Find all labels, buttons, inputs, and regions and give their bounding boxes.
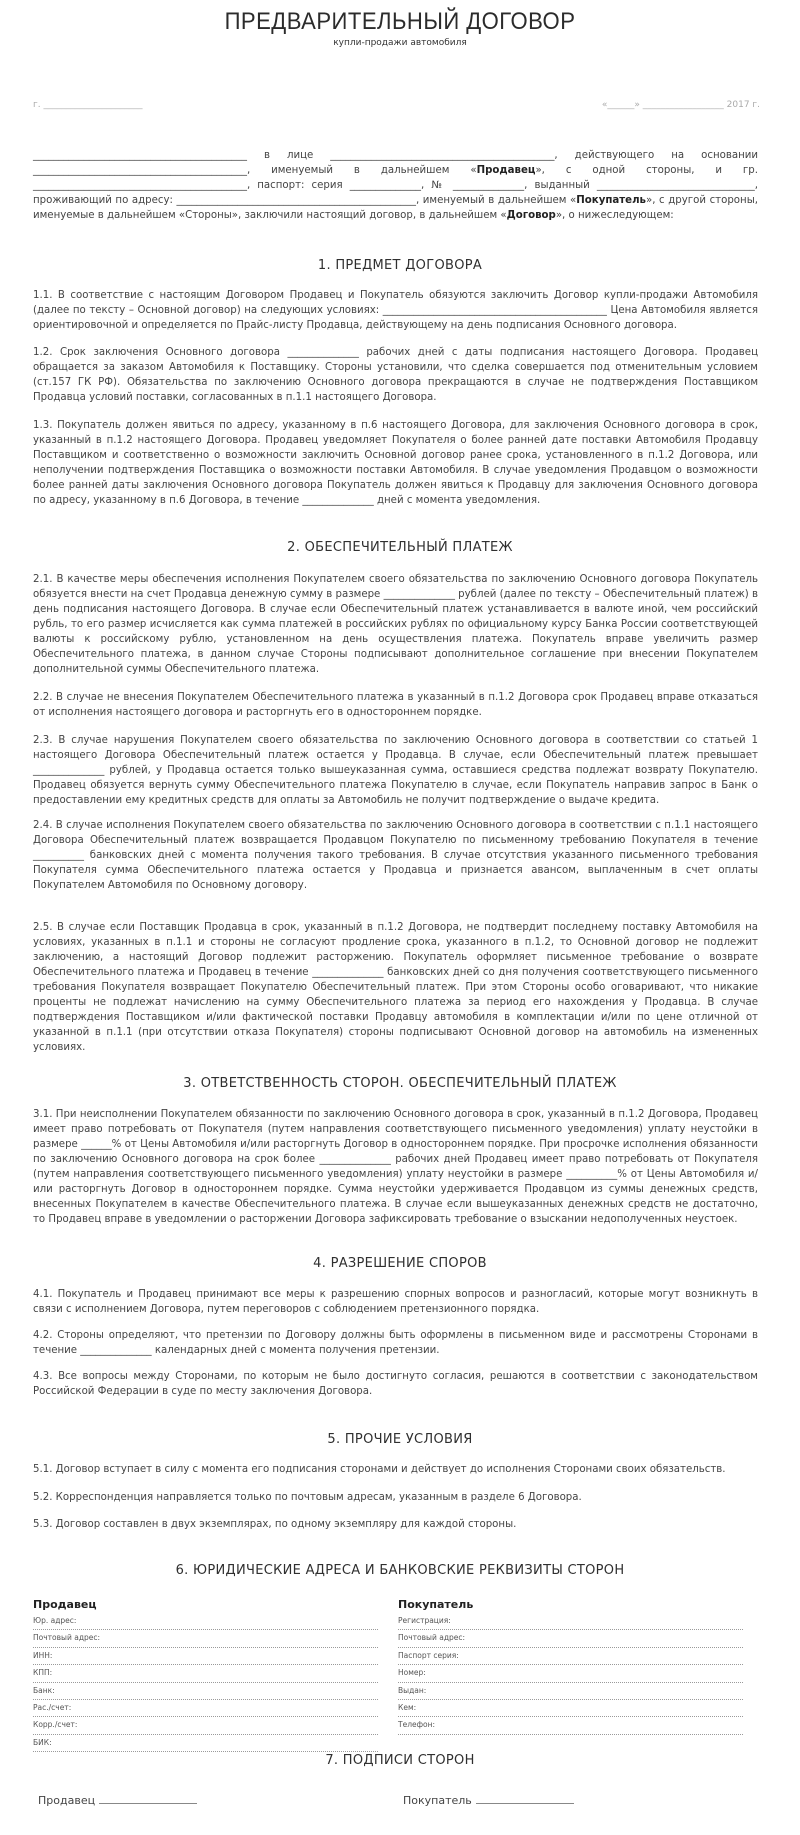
clause-2-2: 2.2. В случае не внесения Покупателем Обеспечительного платежа в указанный в п.1.2 Договора срок Продавец вправе отказаться от исполнения настоящего договора и расторгнуть его в одностороннем порядке. [33, 692, 758, 718]
requisite-row: Почтовый адрес: [398, 1630, 743, 1647]
preamble-text: __________________________________________, паспорт: серия ______________, № ______________, выданный _______________________________, проживающий по адресу: _______________________________________________, именуемый в дальнейшем « [33, 180, 758, 206]
requisite-row: БИК: [33, 1735, 378, 1752]
document-subtitle: купли-продажи автомобиля [333, 38, 467, 48]
contract-term: Договор [506, 210, 556, 221]
requisite-row: Номер: [398, 1665, 743, 1682]
clause-1-1: 1.1. В соответствие с настоящим Договором Продавец и Покупатель обязуются заключить Договор купли-продажи Автомобиля (далее по тексту – Основной договор) на следующих условиях: ____________________________________________ Цена Автомобиля является ориентировочной и определяется по Прайс-листу Продавца, действующему на день подписания Основного договора. [33, 290, 758, 331]
preamble [33, 148, 758, 223]
clause-2-3: 2.3. В случае нарушения Покупателем своего обязательства по заключению Основного договора в соответствии со статьей 1 настоящего Договора Обеспечительный платеж остается у Продавца. В случае, если Обеспечительный платеж превышает ______________ рублей, у Продавца остается только вышеуказанная сумма, оставшиеся средства подлежат возврату Покупателю. Продавец обязуется вернуть сумму Обеспечительного платежа Покупателю в случае, если Покупатель направив запрос в Банк о предоставлении ему кредитных средств для оплаты за Автомобиль не получит подтверждение о выдаче кредита. [33, 735, 758, 806]
section-4-heading: 4. РАЗРЕШЕНИЕ СПОРОВ [313, 1256, 487, 1271]
requisite-row: Кем: [398, 1700, 743, 1717]
requisite-row: ИНН: [33, 1648, 378, 1665]
requisite-row: КПП: [33, 1665, 378, 1682]
preamble-text: », о нижеследующем: [555, 210, 674, 221]
seller-signature [38, 1794, 197, 1807]
requisite-row: Регистрация: [398, 1613, 743, 1630]
seller-term: Продавец [476, 165, 536, 176]
clause-4-3: 4.3. Все вопросы между Сторонами, по которым не было достигнуто согласия, решаются в соответствии с законодательством Российской Федерации в суде по месту заключения Договора. [33, 1371, 758, 1397]
clause-2-4: 2.4. В случае исполнения Покупателем своего обязательства по заключению Основного договора в соответствии с п.1.1 настоящего Договора Обеспечительный платеж возвращается Продавцом Покупателю по письменному требованию Покупателя в течение __________ банковских дней с момента получения такого требования. В случае отсутствия указанного письменного требования Покупателя сумма Обеспечительного платежа остается у Продавца и признается авансом, выплаченным в счет оплаты Покупателем Автомобиля по Основному договору. [33, 820, 758, 891]
preamble-text: », с одной стороны, и гр. [535, 165, 758, 176]
clause-5-2: 5.2. Корреспонденция направляется только по почтовым адресам, указанным в разделе 6 Договора. [33, 1492, 582, 1503]
buyer-signature-label: Покупатель [403, 1794, 472, 1807]
clause-1-2: 1.2. Срок заключения Основного договора ______________ рабочих дней с даты подписания настоящего Договора. Продавец обращается за заказом Автомобиля к Поставщику. Стороны установили, что сделка совершается под отменительным условием (ст.157 ГК РФ). Обязательства по заключению Основного договора прекращаются в случае не подтверждения Поставщиком Продавца условий поставки, согласованных в п.1.1 настоящего Договора. [33, 347, 758, 403]
section-6-heading: 6. ЮРИДИЧЕСКИЕ АДРЕСА И БАНКОВСКИЕ РЕКВИЗИТЫ СТОРОН [175, 1563, 625, 1578]
requisite-row: Почтовый адрес: [33, 1630, 378, 1647]
preamble-text: __________________________________________ в лице ____________________________________________, действующего на основании [33, 150, 758, 161]
clause-3-1: 3.1. При неисполнении Покупателем обязанности по заключению Основного договора в срок, указанный в п.1.2 Договора, Продавец имеет право потребовать от Покупателя (путем направления соответствующего письменного уведомления) уплату неустойки в размере ______% от Цены Автомобиля и/или расторгнуть Договор в одностороннем порядке. При просрочке исполнения обязанности по заключению Основного договора на срок более ______________ рабочих дней Продавец имеет право потребовать от Покупателя (путем направления соответствующего письменного уведомления) уплату неустойки в размере __________% от Цены Автомобиля и/или расторгнуть Договор в одностороннем порядке. Сумма неустойки удерживается Продавцом из суммы денежных средств, внесенных Покупателем в качестве Обеспечительного платежа. В случае если вышеуказанных денежных средств не достаточно, то Продавец вправе в уведомлении о расторжении Договора зафиксировать требование о взыскании недополученных неустоек. [33, 1109, 758, 1225]
buyer-term: Покупатель [576, 195, 646, 206]
requisite-row: Юр. адрес: [33, 1613, 378, 1630]
clause-4-1: 4.1. Покупатель и Продавец принимают все меры к разрешению спорных вопросов и разногласий, которые могут возникнуть в связи с исполнением Договора, путем переговоров с соблюдением претензионного порядка. [33, 1289, 758, 1315]
requisite-row: Телефон: [398, 1717, 743, 1734]
requisite-row: Выдан: [398, 1683, 743, 1700]
requisite-row: Рас./счет: [33, 1700, 378, 1717]
clause-4-2: 4.2. Стороны определяют, что претензии по Договору должны быть оформлены в письменном виде и рассмотрены Сторонами в течение ______________ календарных дней с момента получения претензии. [33, 1330, 758, 1356]
clause-5-1: 5.1. Договор вступает в силу с момента его подписания сторонами и действует до исполнения Сторонами своих обязательств. [33, 1464, 726, 1475]
section-3-heading: 3. ОТВЕТСТВЕННОСТЬ СТОРОН. ОБЕСПЕЧИТЕЛЬНЫЙ ПЛАТЕЖ [183, 1076, 617, 1091]
section-7-heading: 7. ПОДПИСИ СТОРОН [325, 1753, 475, 1768]
clause-1-3: 1.3. Покупатель должен явиться по адресу, указанному в п.6 настоящего Договора, для заключения Основного договора в срок, указанный в п.1.2 настоящего Договора. Продавец уведомляет Покупателя о более ранней дате поставки Автомобиля Продавцу Поставщиком и соответственно о возможности заключить Основной договор ранее срока, установленного в п.1.2 Договора, или неполучении подтверждения Поставщика о возможности поставки Автомобиля. В случае уведомления Продавцом о возможности более ранней даты заключения Основного договора Покупатель должен явиться к Продавцу для заключения Основного договора по адресу, указанному в п.6 Договора, в течение ______________ дней с момента уведомления. [33, 420, 758, 506]
preamble-text: », с другой стороны, именуемые в дальнейшем «Стороны», заключили настоящий договор, в дальнейшем « [33, 195, 758, 221]
seller-requisites-title: Продавец [33, 1598, 97, 1611]
buyer-signature [403, 1794, 574, 1807]
preamble-text: __________________________________________, именуемый в дальнейшем « [33, 165, 477, 176]
buyer-requisites [398, 1598, 743, 1735]
section-5-heading: 5. ПРОЧИЕ УСЛОВИЯ [327, 1432, 473, 1447]
clause-2-5: 2.5. В случае если Поставщик Продавца в срок, указанный в п.1.2 Договора, не подтвердит последнему поставку Автомобиля на условиях, указанных в п.1.1 и стороны не согласуют продление срока, указанного в п.1.2, то Основной договор не подлежит заключению, а настоящий Договор подлежит расторжению. Покупатель оформляет письменное требование о возврате Обеспечительного платежа и Продавец в течение ______________ банковских дней со дня получения соответствующего письменного требования Покупателя возвращает Покупателю Обеспечительный платеж. При этом Стороны особо оговаривают, что никакие проценты не подлежат начислению на сумму Обеспечительного платежа за период его нахождения у Продавца. В случае подтверждения Поставщиком и/или фактической поставки Продавцу автомобиля в комплектации и/или по цене отличной от указанной в п.1.1 (при отсутствии отказа Покупателя) стороны подписывают Основной договор на автомобиль на измененных условиях. [33, 922, 758, 1053]
seller-signature-label: Продавец [38, 1794, 96, 1807]
section-1-heading: 1. ПРЕДМЕТ ДОГОВОРА [317, 258, 483, 273]
requisite-row: Банк: [33, 1683, 378, 1700]
section-2-heading: 2. ОБЕСПЕЧИТЕЛЬНЫЙ ПЛАТЕЖ [287, 540, 513, 555]
signature-line [99, 1803, 197, 1804]
signature-line [476, 1803, 574, 1804]
requisite-row: Корр./счет: [33, 1717, 378, 1734]
document-title: ПРЕДВАРИТЕЛЬНЫЙ ДОГОВОР [224, 8, 576, 35]
buyer-requisites-title: Покупатель [398, 1598, 474, 1611]
date-field: «______» __________________ 2017 г. [601, 100, 760, 110]
clause-5-3: 5.3. Договор составлен в двух экземплярах, по одному экземпляру для каждой стороны. [33, 1519, 517, 1530]
place-field: г. ______________________ [33, 100, 143, 110]
seller-requisites [33, 1598, 378, 1752]
clause-2-1: 2.1. В качестве меры обеспечения исполнения Покупателем своего обязательства по заключению Основного договора Покупатель обязуется внести на счет Продавца денежную сумму в размере ______________ рублей (далее по тексту – Обеспечительный платеж) в день подписания настоящего Договора. В случае если Обеспечительный платеж устанавливается в валюте иной, чем российский рубль, то его размер исчисляется как сумма платежей в российских рублях по официальному курсу Банка России соответствующей валюты к российскому рублю, установленном на день осуществления платежа. Покупатель вправе увеличить размер Обеспечительного платежа, в данном случае Стороны подписывают дополнительное соглашение при внесении Покупателем дополнительной суммы Обеспечительного платежа. [33, 574, 758, 675]
requisite-row: Паспорт серия: [398, 1648, 743, 1665]
